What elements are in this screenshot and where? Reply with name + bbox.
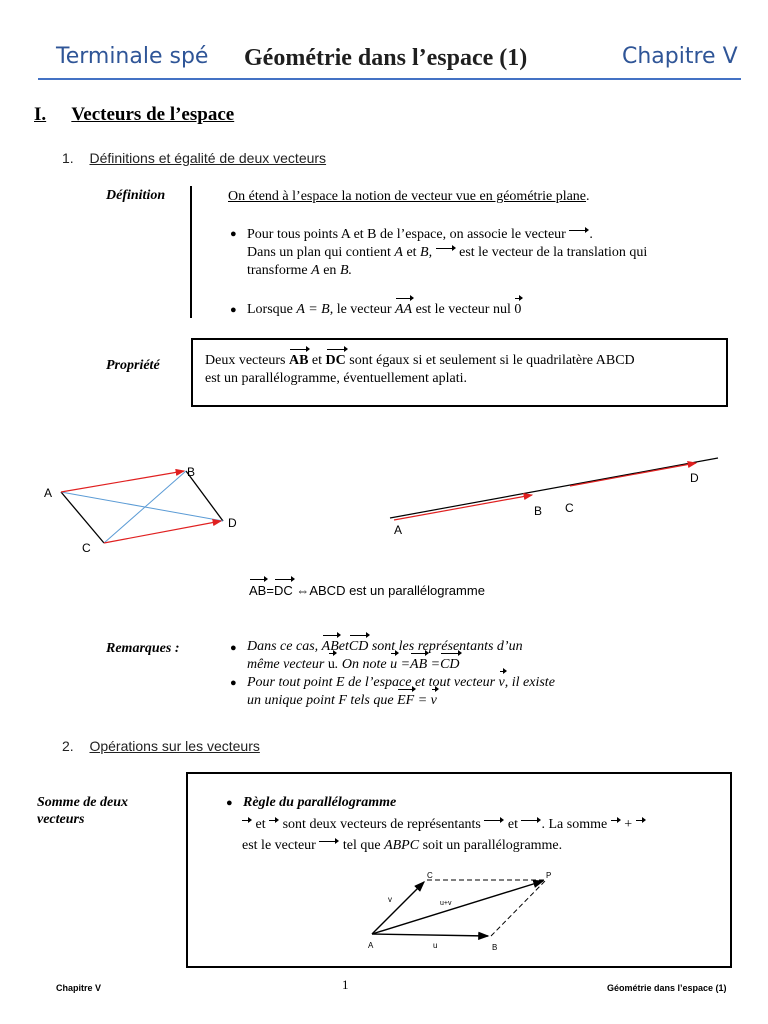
def-b2-mid: le vecteur [336, 302, 392, 317]
somme-l2-post: soit un parallélogramme. [422, 838, 563, 853]
vector-v-blank [636, 816, 646, 826]
vector-v: v [498, 675, 505, 690]
vector-v-blank [269, 816, 279, 826]
label-c: C [565, 501, 574, 515]
propriete-label: Propriété [106, 358, 160, 373]
def-b1-a: A [394, 245, 403, 260]
remarques-label: Remarques : [106, 641, 180, 656]
page-number: 1 [342, 977, 349, 992]
label-d: D [690, 471, 699, 485]
def-b1-b: B, [420, 245, 433, 260]
vector-cd-arrow [570, 463, 696, 486]
bullet-dot: ● [230, 642, 237, 654]
somme-rule: Règle du parallélogramme [243, 795, 397, 810]
label-a: A [394, 523, 403, 537]
somme-abpc: ABPC [384, 838, 420, 853]
somme-l2-pre: est le vecteur [242, 838, 316, 853]
rem1-eq1: = [400, 657, 411, 672]
footer-left: Chapitre V [56, 983, 102, 993]
remarque-2 [247, 674, 727, 710]
vector-cd: CD [440, 657, 460, 672]
prop-t1: Deux vecteurs [205, 353, 286, 368]
label-b: B [187, 465, 196, 479]
def-b1-a2: A [311, 263, 320, 278]
vector-v: v [430, 693, 437, 708]
label-b: B [534, 504, 543, 518]
label-p: P [546, 871, 552, 880]
vector-zero: 0 [514, 302, 522, 317]
bullet-dot: ● [226, 797, 233, 809]
equivalence-arrow-icon: ⇔ [296, 583, 310, 598]
somme-l1-et: et [255, 817, 266, 832]
vector-ab: AB [249, 583, 267, 598]
diagonal-ad [61, 492, 223, 521]
vector-cd-arrow [104, 521, 221, 543]
rem1-l2-mid: . On note [334, 657, 387, 672]
vector-ab-bold: AB [288, 353, 309, 368]
definition-bullet-1: Pour tous points A et B de l’espace, on associe le vecteur . Dans un plan qui contient A et B, est le vecteur de la translation qui transforme A en B. [247, 227, 648, 278]
diagonal-bc [104, 471, 186, 543]
subsection-2-number: 2. [62, 738, 74, 754]
label-v: v [388, 895, 392, 904]
def-b2-post: est le vecteur nul [415, 302, 511, 317]
vector-cd: CD [348, 639, 369, 654]
subsection-1-title: Définitions et égalité de deux vecteurs [89, 150, 327, 166]
vector-u-arrow [372, 934, 488, 936]
vector-ap-blank [319, 837, 339, 847]
definition-bullet-2 [247, 301, 521, 319]
equivalence-line [249, 582, 485, 600]
subsection-1-number: 1. [62, 150, 74, 166]
vector-u-blank [242, 816, 252, 826]
collinear-figure [380, 450, 730, 540]
somme-l1-post: . La somme [541, 817, 608, 832]
def-b2-pre: Lorsque [247, 302, 293, 317]
footer-right: Géométrie dans l’espace (1) [607, 983, 727, 993]
label-u-plus-v: u+v [440, 900, 452, 907]
label-b: B [492, 943, 498, 952]
def-b2-eq: A = B, [296, 302, 334, 317]
somme-l1-et2: et [507, 817, 518, 832]
rem2-pre: Pour tout point E de l’espace et tout vecteur [247, 675, 496, 690]
prop-et: et [311, 353, 323, 368]
somme-plus: + [624, 817, 633, 832]
def-b1-en: en [323, 263, 337, 278]
vector-dc-bold: DC [325, 353, 346, 368]
subsection-2 [62, 738, 260, 754]
vector-ef: EF [397, 693, 415, 708]
vector-aa: AA [395, 302, 413, 317]
rem2-l2-pre: un unique point F tels que [247, 693, 394, 708]
bullet-dot: ● [230, 228, 237, 240]
label-c: C [82, 541, 91, 555]
rem2-post: , il existe [504, 675, 555, 690]
vector-sum-figure [360, 864, 560, 958]
somme-line-1 [242, 816, 722, 834]
definition-intro: On étend à l’espace la notion de vecteur vue en géométrie plane. [228, 189, 590, 204]
vector-ab: AB [321, 639, 339, 654]
definition-label: Définition [106, 188, 166, 203]
somme-l1-mid: sont deux vecteurs de représentants [282, 817, 481, 832]
label-a: A [44, 486, 53, 500]
vector-ab: AB [410, 657, 428, 672]
rem1-pre: Dans ce cas, [247, 639, 319, 654]
vector-u-blank [611, 816, 621, 826]
vector-ac-blank [521, 816, 541, 826]
bullet-dot: ● [230, 304, 237, 316]
vector-ab-blank [569, 226, 589, 236]
vector-u: u [327, 657, 335, 672]
section-title-text: Vecteurs de l’espace [71, 104, 235, 125]
label-c: C [427, 871, 433, 880]
somme-l2-mid: tel que [342, 838, 381, 853]
def-b1-b2: B. [339, 263, 352, 278]
subsection-1 [62, 150, 326, 166]
section-number: I. [34, 104, 47, 125]
vector-ab-blank [484, 816, 504, 826]
segment-ac [61, 492, 104, 543]
label-a: A [368, 941, 374, 950]
somme-label [37, 794, 128, 828]
somme-line-2 [242, 837, 722, 855]
def-b1-l1: Pour tous points A et B de l’espace, on associe le vecteur [247, 227, 566, 242]
prop-t3: est un parallélogramme, éventuellement aplati. [205, 371, 468, 386]
header-rule [38, 78, 741, 80]
def-b1-l2-post: est le vecteur de la translation qui [459, 245, 648, 260]
label-u: u [433, 941, 438, 950]
equiv-eq: = [266, 583, 274, 598]
somme-label-l2: vecteurs [37, 812, 85, 827]
line-ad [390, 458, 718, 518]
rem1-eq2: = [430, 657, 441, 672]
page-title: Géométrie dans l’espace (1) [244, 45, 528, 71]
label-d: D [228, 516, 237, 530]
vector-dc: DC [273, 583, 293, 598]
section-title [34, 104, 234, 126]
def-b1-l3-pre: transforme [247, 263, 308, 278]
vector-ab-blank-2 [436, 244, 456, 254]
def-b1-l2-pre: Dans un plan qui contient [247, 245, 391, 260]
parallelogram-figure [30, 455, 260, 565]
propriete-text [205, 352, 720, 388]
subsection-2-title: Opérations sur les vecteurs [89, 738, 260, 754]
vector-ab-arrow [394, 495, 532, 520]
remarque-1 [247, 638, 727, 674]
bullet-dot: ● [230, 677, 237, 689]
prop-t2: sont égaux si et seulement si le quadrilatère ABCD [349, 353, 635, 368]
somme-label-l1: Somme de deux [37, 795, 128, 810]
definition-intro-text: On étend à l’espace la notion de vecteur vue en géométrie plane [228, 189, 587, 204]
rem1-post: sont les représentants d’un [371, 639, 523, 654]
header-right: Chapitre V [622, 44, 738, 69]
vector-u: u [390, 657, 398, 672]
def-b1-et: et [406, 245, 417, 260]
header-left: Terminale spé [56, 44, 209, 69]
rem1-et: et [338, 639, 349, 654]
rem2-eq: = [417, 693, 428, 708]
rem1-l2-pre: même vecteur [247, 657, 325, 672]
equiv-text: ABCD est un parallélogramme [309, 583, 485, 598]
definition-bar [190, 186, 192, 318]
